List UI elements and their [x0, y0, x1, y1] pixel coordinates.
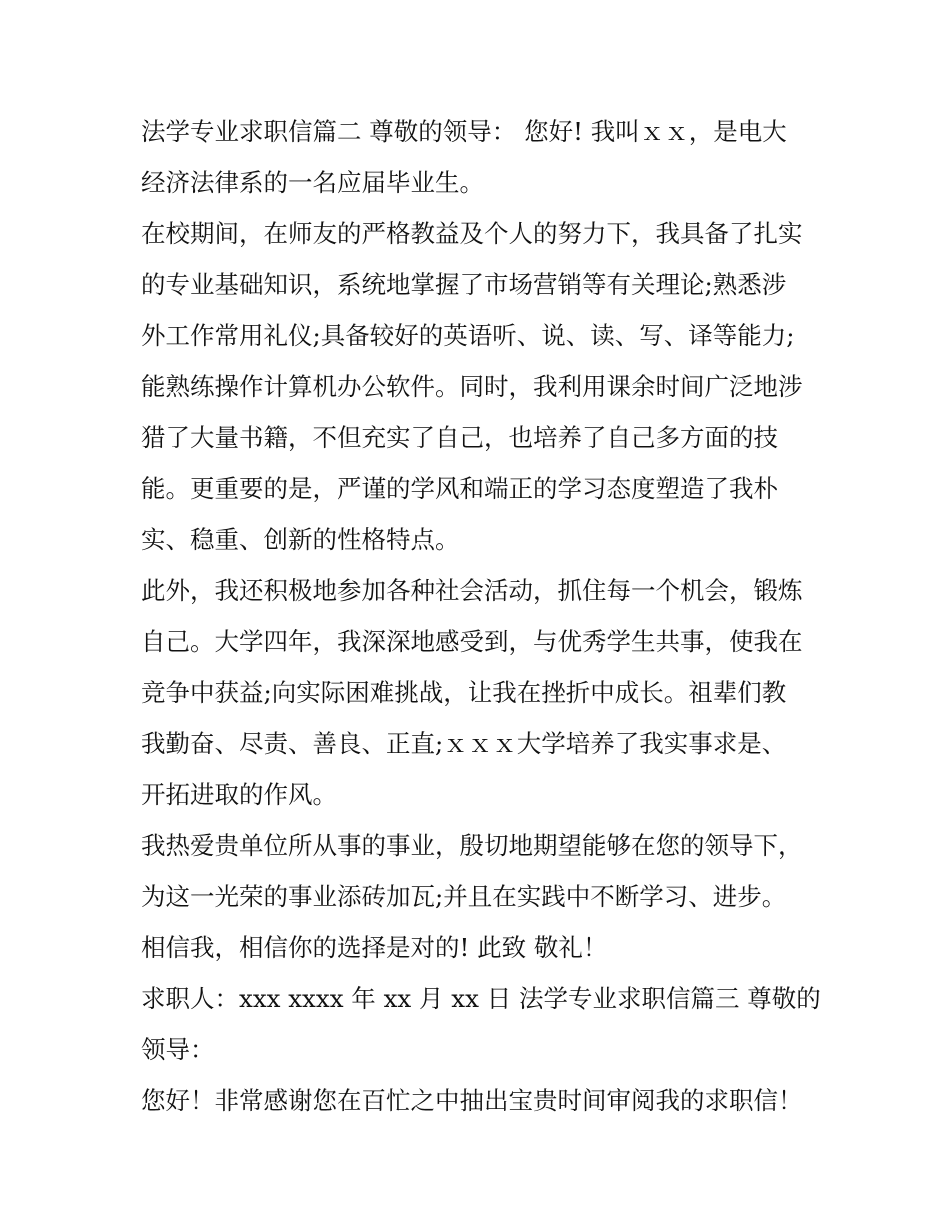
text-line: 此外，我还积极地参加各种社会活动，抓住每一个机会，锻炼: [141, 576, 803, 605]
text-line: 相信我，相信你的选择是对的! 此致 敬礼！: [141, 933, 608, 962]
text-line: 猎了大量书籍，不但充实了自己，也培养了自己多方面的技: [141, 423, 778, 452]
text-line: 在校期间，在师友的严格教益及个人的努力下，我具备了扎实: [141, 219, 803, 248]
text-line: 法学专业求职信篇二 尊敬的领导： 您好! 我叫ｘｘ，是电大: [141, 117, 787, 146]
text-line: 实、稳重、创新的性格特点。: [141, 525, 460, 554]
text-line: 竞争中获益;向实际困难挑战，让我在挫折中成长。祖辈们教: [141, 678, 787, 707]
text-line: 我热爱贵单位所从事的事业，殷切地期望能够在您的领导下，: [141, 831, 803, 860]
text-line: 您好！非常感谢您在百忙之中抽出宝贵时间审阅我的求职信！: [141, 1086, 803, 1115]
text-line: 为这一光荣的事业添砖加瓦;并且在实践中不断学习、进步。: [141, 882, 787, 911]
text-line: 开拓进取的作风。: [141, 780, 337, 809]
text-line: 领导：: [141, 1035, 215, 1064]
text-line: 的专业基础知识，系统地掌握了市场营销等有关理论;熟悉涉: [141, 270, 787, 299]
text-line: 自己。大学四年，我深深地感受到，与优秀学生共事，使我在: [141, 627, 803, 656]
text-line: 外工作常用礼仪;具备较好的英语听、说、读、写、译等能力;: [141, 321, 795, 350]
text-line: 能熟练操作计算机办公软件。同时，我利用课余时间广泛地涉: [141, 372, 803, 401]
text-line: 经济法律系的一名应届毕业生。: [141, 168, 484, 197]
text-line: 我勤奋、尽责、善良、正直;ｘｘｘ大学培养了我实事求是、: [141, 729, 787, 758]
text-line: 求职人：xxx xxxx 年 xx 月 xx 日 法学专业求职信篇三 尊敬的: [141, 984, 821, 1013]
text-line: 能。更重要的是，严谨的学风和端正的学习态度塑造了我朴: [141, 474, 778, 503]
letter-body: [141, 106, 821, 1126]
